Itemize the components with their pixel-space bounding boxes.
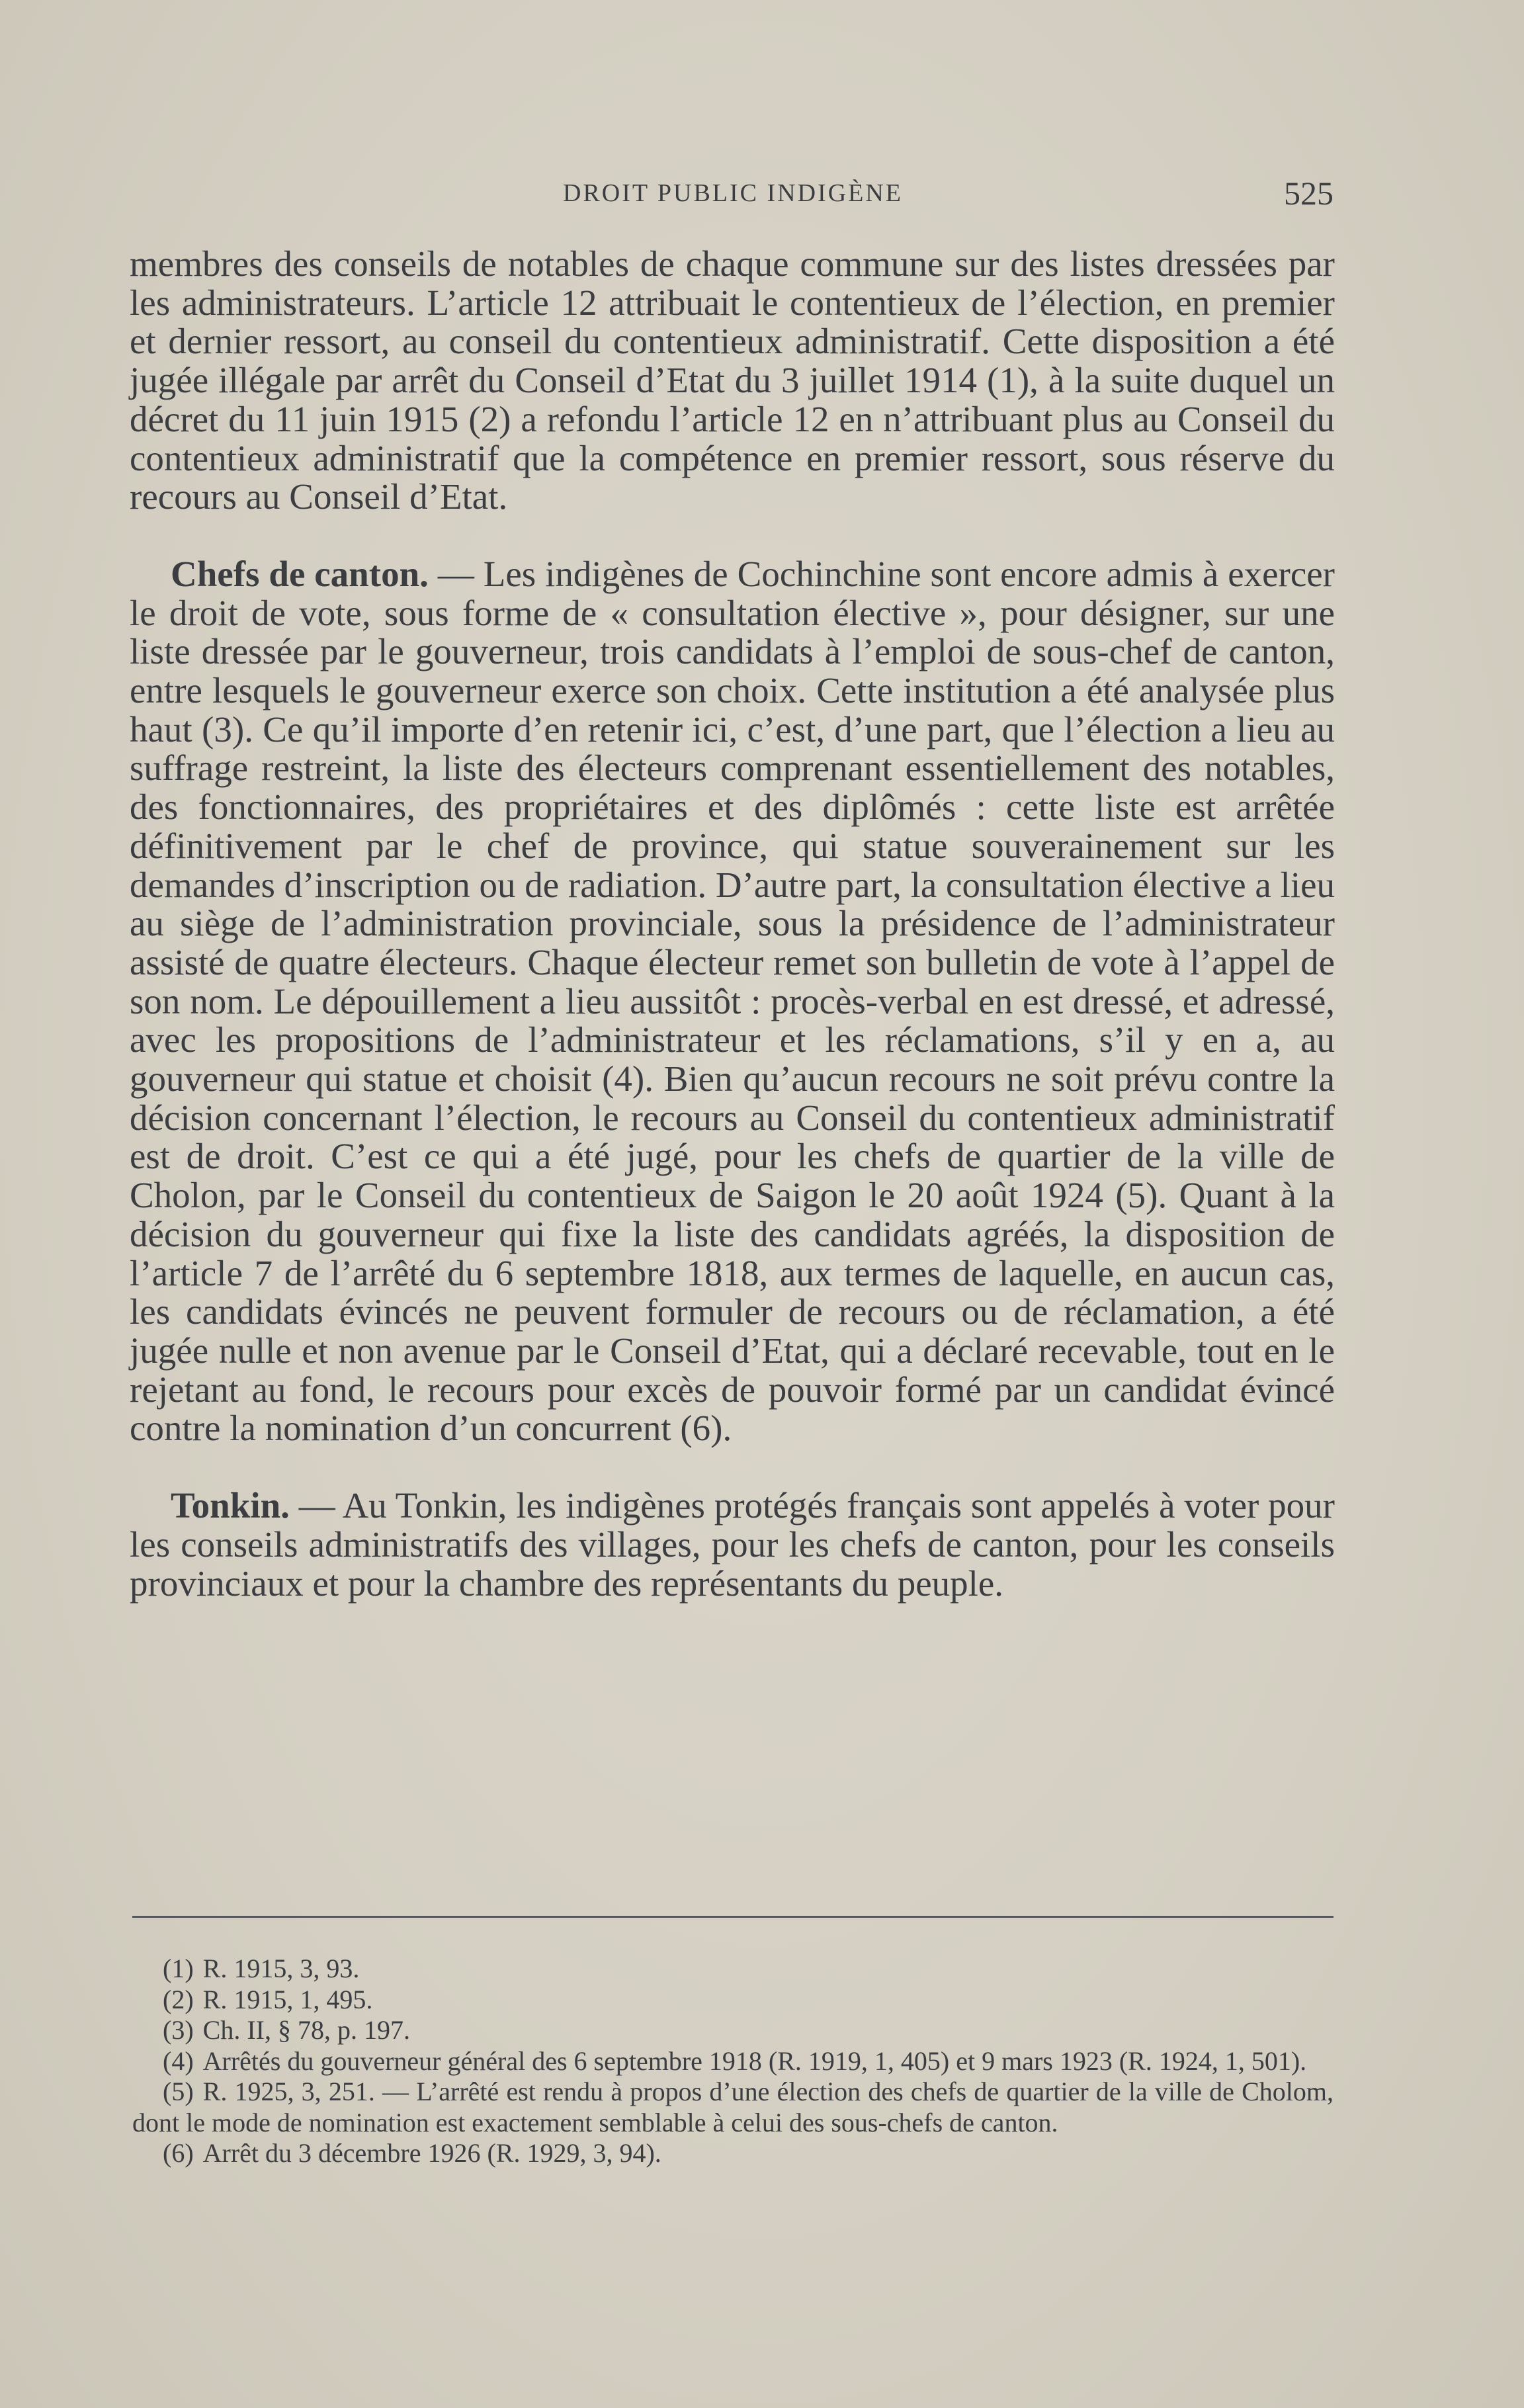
section-heading-chefs-de-canton: Chefs de canton. <box>171 553 429 594</box>
footnote-6 <box>132 2138 1334 2169</box>
footnote-text: R. 1925, 3, 251. — L’arrêté est rendu à propos d’une élection des chefs de quartier de la ville de Cholom, dont le mode de nomination est exactement semblable à celui des sous-chefs de canton. <box>132 2077 1334 2137</box>
section-heading-tonkin: Tonkin. <box>171 1485 290 1526</box>
footnote-3 <box>132 2015 1334 2046</box>
footnote-number: (1) <box>163 1954 194 1983</box>
footnote-text: R. 1915, 1, 495. <box>202 1984 373 2014</box>
footnote-number: (3) <box>163 2015 194 2045</box>
paragraph-text: — Au Tonkin, les indigènes protégés français sont appelés à voter pour les conseils administratifs des villages, pour les chefs de canton, pour les conseils provinciaux et pour la chambre des représentants du peuple. <box>130 1485 1335 1604</box>
body-text <box>130 245 1335 1603</box>
footnote-divider <box>132 1916 1334 1918</box>
footnotes <box>132 1954 1334 2169</box>
footnote-number: (5) <box>163 2077 194 2106</box>
footnote-number: (4) <box>163 2045 194 2076</box>
footnote-text: Arrêt du 3 décembre 1926 (R. 1929, 3, 94). <box>202 2138 661 2168</box>
page-number: 525 <box>1284 175 1334 212</box>
running-header <box>132 173 1334 213</box>
footnote-2 <box>132 1985 1334 2016</box>
running-title: DROIT PUBLIC INDIGÈNE <box>562 179 904 207</box>
paragraph-text: membres des conseils de notables de chaque commune sur des listes dressées par les administrateurs. L’article 12 attribuait le contentieux de l’élection, en premier et dernier ressort, au conseil du contentieux administratif. Cette disposition a été jugée illégale par arrêt du Conseil d’Etat du 3 juillet 1914 (1), à la suite duquel un décret du 11 juin 1915 (2) a refondu l’article 12 en n’attribuant plus au Conseil du contentieux administratif que la compétence en premier ressort, sous réserve du recours au Conseil d’Etat. <box>130 243 1335 517</box>
footnote-5 <box>132 2077 1334 2138</box>
paragraph-tonkin <box>130 1486 1335 1603</box>
footnote-1 <box>132 1954 1334 1985</box>
footnote-text: R. 1915, 3, 93. <box>202 1954 360 1983</box>
footnote-text: Arrêtés du gouverneur général des 6 septembre 1918 (R. 1919, 1, 405) et 9 mars 1923 (R. 1924, 1, 501). <box>202 2045 1307 2076</box>
paragraph-continuation <box>130 245 1335 517</box>
paragraph-text: — Les indigènes de Cochinchine sont encore admis à exercer le droit de vote, sous forme de « consultation élective », pour désigner, sur une liste dressée par le gouverneur, trois candidats à l’emploi de sous-chef de canton, entre lesquels le gouverneur exerce son choix. Cette institution a été analysée plus haut (3). Ce qu’il importe d’en retenir ici, c’est, d’une part, que l’élection a lieu au suffrage restreint, la liste des électeurs comprenant essentiellement des notables, des fonctionnaires, des propriétaires et des diplômés : cette liste est arrêtée définitivement par le chef de province, qui statue souverainement sur les demandes d’inscription ou de radiation. D’autre part, la consultation élective a lieu au siège de l’administration provinciale, sous la présidence de l’administrateur assisté de quatre électeurs. Chaque électeur remet son bulletin de vote à l’appel de son nom. Le dépouillement a lieu aussitôt : procès-verbal en est dressé, et adressé, avec les propositions de l’administrateur et les réclamations, s’il y en a, au gouverneur qui statue et choisit (4). Bien qu’aucun recours ne soit prévu contre la décision concernant l’élection, le recours au Conseil du contentieux administratif est de droit. C’est ce qui a été jugé, pour les chefs de quartier de la ville de Cholon, par le Conseil du contentieux de Saigon le 20 août 1924 (5). Quant à la décision du gouverneur qui fixe la liste des candidats agréés, la disposition de l’article 7 de l’arrêté du 6 septembre 1818, aux termes de laquelle, en aucun cas, les candidats évincés ne peuvent formuler de recours ou de réclamation, a été jugée nulle et non avenue par le Conseil d’Etat, qui a déclaré recevable, tout en le rejetant au fond, le recours pour excès de pouvoir formé par un candidat évincé contre la nomination d’un concurrent (6). <box>130 553 1335 1449</box>
footnote-number: (6) <box>163 2138 194 2168</box>
footnote-text: Ch. II, § 78, p. 197. <box>202 2015 410 2045</box>
footnote-4 <box>132 2046 1334 2077</box>
paragraph-chefs-de-canton <box>130 555 1335 1448</box>
footnote-number: (2) <box>163 1984 194 2014</box>
